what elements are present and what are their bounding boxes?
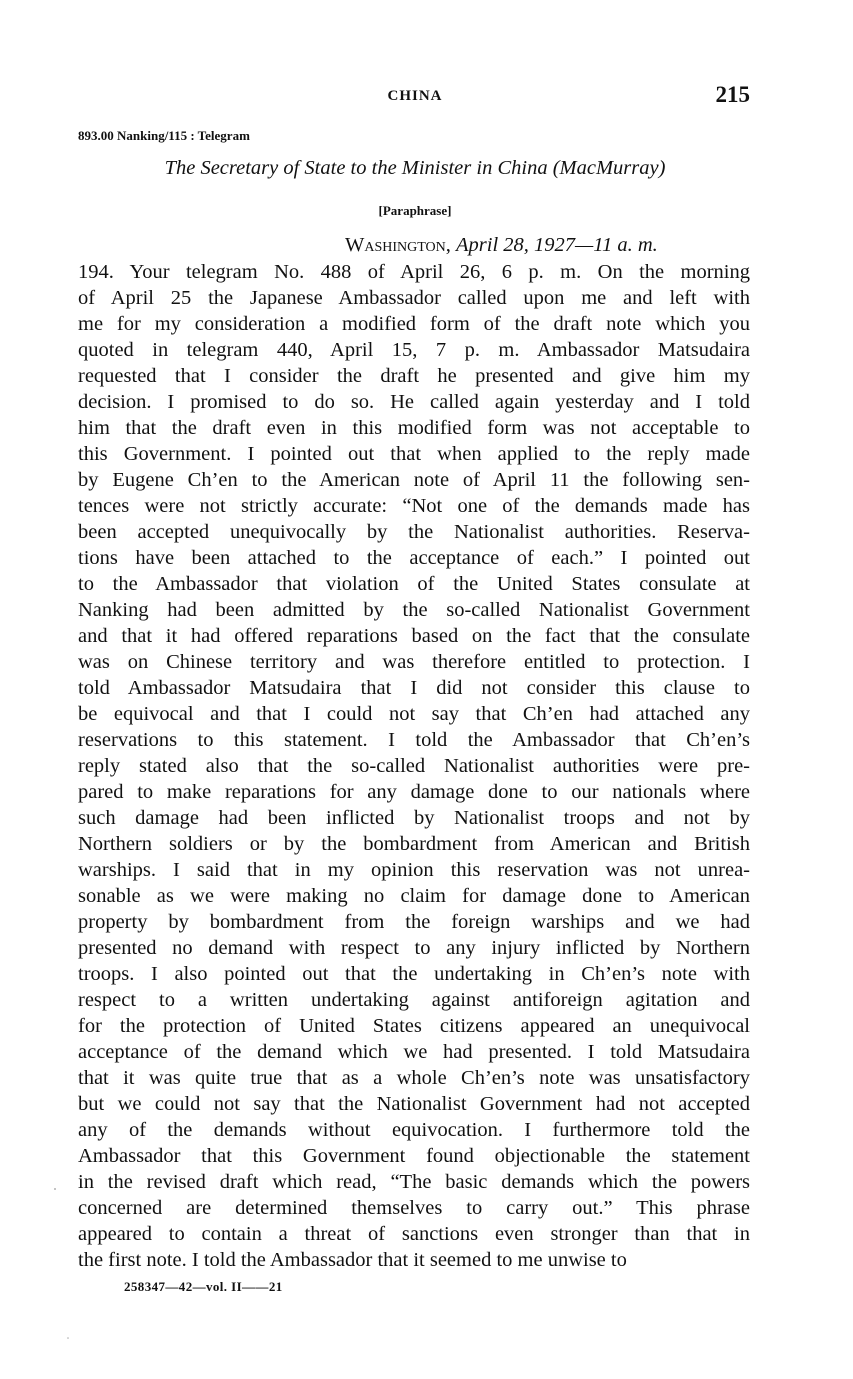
body-line: 194. Your telegram No. 488 of April 26, 6 p. m. On the morning xyxy=(78,261,750,283)
body-line: pared to make reparations for any damage done to our nationals where xyxy=(78,781,750,803)
body-line: presented no demand with respect to any injury inflicted by Northern xyxy=(78,937,750,959)
body-line: requested that I consider the draft he presented and give him my xyxy=(78,365,750,387)
footer-signature: 258347—42—vol. II——21 xyxy=(124,1279,283,1294)
body-line: been accepted unequivocally by the Nationalist authorities. Reserva- xyxy=(78,521,750,543)
dateline-date: April 28, 1927—11 a. m. xyxy=(456,234,658,256)
body-line: reservations to this statement. I told the Ambassador that Ch’en’s xyxy=(78,729,750,751)
body-line: appeared to contain a threat of sanctions even stronger than that in xyxy=(78,1223,750,1245)
body-line: Nanking had been admitted by the so-called Nationalist Government xyxy=(78,599,750,621)
body-line: sonable as we were making no claim for damage done to American xyxy=(78,885,750,907)
body-line: told Ambassador Matsudaira that I did not consider this clause to xyxy=(78,677,750,699)
body-line: but we could not say that the Nationalist Government had not accepted xyxy=(78,1093,750,1115)
body-line: tions have been attached to the acceptance of each.” I pointed out xyxy=(78,547,750,569)
body-line: any of the demands without equivocation. I furthermore told the xyxy=(78,1119,750,1141)
document-title: The Secretary of State to the Minister in China (MacMurray) xyxy=(164,157,666,179)
body-line: property by bombardment from the foreign warships and we had xyxy=(78,911,750,933)
paraphrase-note: [Paraphrase] xyxy=(378,203,452,218)
page-number: 215 xyxy=(715,82,750,107)
body-line: of April 25 the Japanese Ambassador called upon me and left with xyxy=(78,287,750,309)
body-line: me for my consideration a modified form of the draft note which you xyxy=(78,313,750,335)
file-reference: 893.00 Nanking/115 : Telegram xyxy=(78,128,250,143)
body-line: respect to a written undertaking against antiforeign agitation and xyxy=(78,989,750,1011)
body-line: in the revised draft which read, “The basic demands which the powers xyxy=(78,1171,750,1193)
body-line: tences were not strictly accurate: “Not one of the demands made has xyxy=(78,495,750,517)
running-title: CHINA xyxy=(387,88,443,104)
body-line: this Government. I pointed out that when applied to the reply made xyxy=(78,443,750,465)
body-line: such damage had been inflicted by Nationalist troops and not by xyxy=(78,807,750,829)
body-line: the first note. I told the Ambassador that it seemed to me unwise to xyxy=(78,1249,627,1271)
body-line: to the Ambassador that violation of the United States consulate at xyxy=(78,573,750,595)
body-line: Ambassador that this Government found objectionable the statement xyxy=(78,1145,750,1167)
body-line: quoted in telegram 440, April 15, 7 p. m. Ambassador Matsudaira xyxy=(78,339,750,361)
body-line: and that it had offered reparations based on the fact that the consulate xyxy=(78,625,750,647)
body-line: for the protection of United States citizens appeared an unequivocal xyxy=(78,1015,750,1037)
body-line: that it was quite true that as a whole Ch’en’s note was unsatisfactory xyxy=(78,1067,750,1089)
body-line: be equivocal and that I could not say that Ch’en had attached any xyxy=(78,703,750,725)
body-line: warships. I said that in my opinion this reservation was not unrea- xyxy=(78,859,750,881)
body-line: concerned are determined themselves to carry out.” This phrase xyxy=(78,1197,750,1219)
body-line: decision. I promised to do so. He called again yesterday and I told xyxy=(78,391,750,413)
body-line: him that the draft even in this modified form was not acceptable to xyxy=(78,417,750,439)
dateline-place: Washington, xyxy=(345,234,451,256)
body-line: by Eugene Ch’en to the American note of April 11 the following sen- xyxy=(78,469,750,491)
body-line: troops. I also pointed out that the undertaking in Ch’en’s note with xyxy=(78,963,750,985)
body-line: Northern soldiers or by the bombardment from American and British xyxy=(78,833,750,855)
body-line: reply stated also that the so-called Nationalist authorities were pre- xyxy=(78,755,750,777)
body-line: acceptance of the demand which we had presented. I told Matsudaira xyxy=(78,1041,750,1063)
body-line: was on Chinese territory and was therefore entitled to protection. I xyxy=(78,651,750,673)
